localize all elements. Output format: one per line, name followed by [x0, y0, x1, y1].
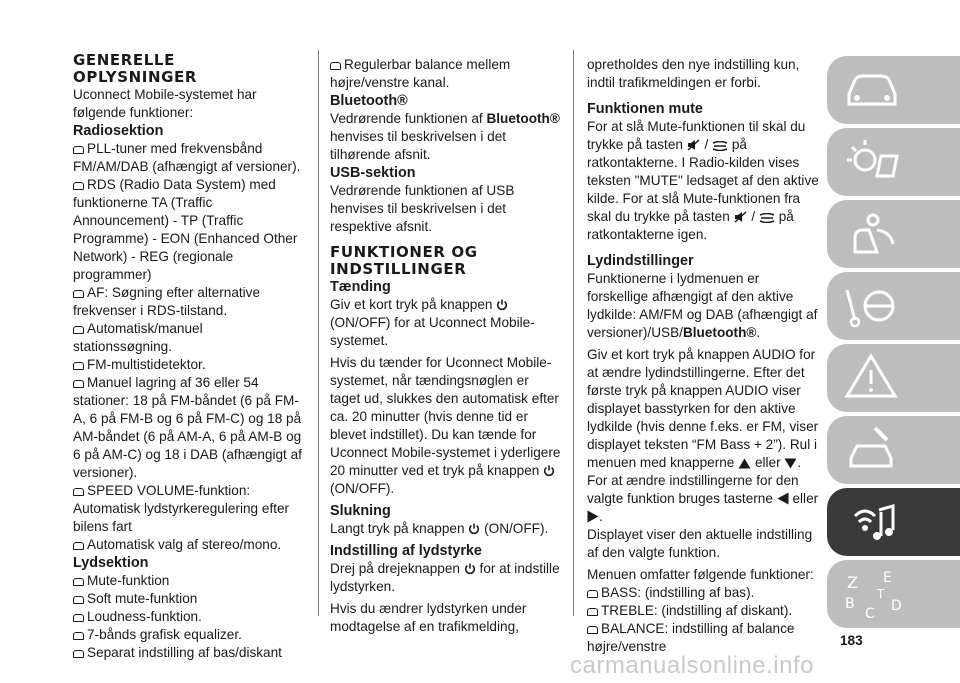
svg-text:Z: Z — [847, 573, 858, 592]
section-heading-line1: GENERELLE — [73, 51, 175, 69]
list-item: FM-multistidetektor. — [73, 356, 305, 374]
car-bullet-icon — [73, 181, 84, 190]
radio-section-title: Radiosektion — [73, 123, 164, 139]
list-item: SPEED VOLUME-funktion: Automatisk lydstyrkeregulering efter bilens fart — [73, 483, 290, 534]
tab-steering-key[interactable] — [827, 272, 960, 340]
list-item: Loudness-funktion. — [73, 608, 305, 626]
car-bullet-icon — [73, 577, 84, 586]
column-2 — [330, 56, 562, 636]
mute-text: For at slå Mute-funktionen til skal du trykke på tasten / på ratkontakterne. I Radio-kilden vises teksten "MUTE" ledsaget af den aktive kilde. For at slå Mute-funktionen fra skal du trykke på tasten / på ratkontakterne igen. — [587, 119, 819, 242]
intro-text: Uconnect Mobile-systemet har følgende funktioner: — [73, 87, 257, 120]
power-icon — [464, 563, 476, 575]
tab-multimedia[interactable] — [827, 488, 960, 556]
list-item: BASS: (indstilling af bas). — [587, 584, 819, 602]
sound-settings-text-2: Giv et kort tryk på knappen AUDIO for at ændre lydindstillingerne. Efter det første tryk på knappen AUDIO viser displayet basstyrken for den aktive lydkilde (hvis denne f.eks. er FM, viser displayet teksten “FM Bass + 2”). Rul i menuen med knapperne eller . For at ændre indstillingerne for den valgte funktion bruges tasterne eller . — [587, 347, 819, 524]
svg-text:D: D — [891, 598, 902, 614]
car-bullet-icon — [73, 361, 84, 370]
radio-list — [73, 140, 305, 554]
car-bullet-icon — [73, 649, 84, 658]
ignition-text-2: Hvis du tænder for Uconnect Mobile-systemet, når tændingsnøglen er taget ud, slukkes den automatisk efter ca. 20 minutter (hvis denne tid er blevet indstillet). Du kan tænde for Uconnect Mobile-systemet i yderligere 20 minutter ved et tryk på knappen (ON/OFF). — [330, 355, 561, 496]
svg-text:B: B — [845, 596, 855, 612]
usb-title: USB-sektion — [330, 165, 416, 181]
car-bullet-icon — [73, 325, 84, 334]
sound-list — [73, 572, 305, 662]
steering-button-icon — [759, 213, 775, 223]
list-item: Separat indstilling af bas/diskant — [73, 644, 305, 662]
car-bullet-icon — [73, 145, 84, 154]
warning-lights-icon — [841, 136, 901, 186]
sound-section-title: Lydsektion — [73, 555, 149, 571]
car-bullet-icon — [587, 589, 598, 598]
power-icon — [543, 465, 555, 477]
page-number: 183 — [840, 633, 863, 648]
usb-text: Vedrørende funktionen af USB henvises til beskrivelsen i det respektive afsnit. — [330, 183, 515, 234]
power-icon — [468, 523, 480, 535]
list-item: BALANCE: indstilling af balance højre/venstre — [587, 621, 795, 654]
sound-settings-title: Lydindstillinger — [587, 253, 694, 269]
bluetooth-text: Vedrørende funktionen af Bluetooth® henvises til beskrivelsen i det tilhørende afsnit. — [330, 111, 560, 162]
sound-settings-text: Funktionerne i lydmenuen er forskellige afhængigt af den aktive lydkilde: AM/FM og DAB (afhængigt af versioner)/USB/Bluetooth®. — [587, 271, 818, 340]
off-title: Slukning — [330, 503, 391, 519]
car-bullet-icon — [73, 541, 84, 550]
tab-car-dashboard[interactable] — [827, 56, 960, 124]
tab-seat-safety[interactable] — [827, 200, 960, 268]
list-item: RDS (Radio Data System) med funktionerne TA (Traffic Announcement) - TP (Traffic Programme) - EON (Enhanced Other Network) - REG (regionale programmer) — [73, 177, 298, 282]
car-bullet-icon — [587, 607, 598, 616]
mute-title: Funktionen mute — [587, 101, 703, 117]
car-bullet-icon — [330, 61, 341, 70]
svg-text:E: E — [883, 570, 892, 586]
volume-text: Drej på drejeknappen for at indstille lydstyrken. — [330, 561, 560, 594]
list-item: TREBLE: (indstilling af diskant). — [587, 602, 819, 620]
column-divider — [573, 50, 574, 616]
off-text: Langt tryk på knappen (ON/OFF). — [330, 521, 549, 536]
triangle-right-icon — [587, 510, 599, 523]
column-3 — [587, 56, 819, 656]
list-item: Mute-funktion — [73, 572, 305, 590]
sound-settings-text-3: Displayet viser den aktuelle indstilling af den valgte funktion. — [587, 527, 813, 560]
road-warning-icon — [841, 352, 901, 402]
volume-text-2: Hvis du ændrer lydstyrken under modtagelse af en trafikmelding, — [330, 601, 527, 634]
list-item: Regulerbar balance mellem højre/venstre kanal. — [330, 57, 511, 90]
car-bullet-icon — [587, 625, 598, 634]
power-icon — [496, 299, 508, 311]
seat-safety-icon — [841, 208, 901, 258]
list-item: Soft mute-funktion — [73, 590, 305, 608]
list-item: 7-bånds grafisk equalizer. — [73, 626, 305, 644]
list-item: PLL-tuner med frekvensbånd FM/AM/DAB (afhængigt af versioner). — [73, 141, 301, 174]
index-letters-icon — [841, 568, 911, 622]
column-1 — [73, 52, 305, 662]
section-heading-2-line1: FUNKTIONER OG — [330, 243, 478, 261]
column-divider — [318, 50, 319, 616]
watermark: carmanualsonline.info — [570, 652, 814, 679]
car-dashboard-icon — [841, 64, 901, 114]
chapter-tabs — [827, 56, 960, 632]
mute-icon — [734, 211, 748, 223]
list-item: Manuel lagring af 36 eller 54 stationer: 18 på FM-båndet (6 på FM-A, 6 på FM-B og 6 på FM-C) og 18 på AM-båndet (6 på AM-A, 6 på AM-B og 6 på AM-C) og 18 i DAB (afhængigt af versioner). — [73, 375, 302, 480]
ignition-title: Tænding — [330, 279, 391, 295]
tab-wrench-car[interactable] — [827, 416, 960, 484]
tab-warning-lights[interactable] — [827, 128, 960, 196]
svg-text:C: C — [865, 606, 875, 622]
steering-button-icon — [712, 141, 728, 151]
car-bullet-icon — [73, 289, 84, 298]
svg-text:T: T — [877, 587, 885, 601]
car-bullet-icon — [73, 595, 84, 604]
triangle-left-icon — [777, 492, 789, 505]
triangle-down-icon — [784, 458, 797, 469]
car-bullet-icon — [73, 487, 84, 496]
mute-icon — [687, 139, 701, 151]
car-bullet-icon — [73, 379, 84, 388]
wrench-car-icon — [841, 424, 901, 474]
car-bullet-icon — [73, 613, 84, 622]
list-item: Automatisk valg af stereo/mono. — [73, 536, 305, 554]
volume-title: Indstilling af lydstyrke — [330, 543, 482, 559]
tab-index[interactable] — [827, 560, 960, 628]
tab-road-warning[interactable] — [827, 344, 960, 412]
list-item: Automatisk/manuel stationssøgning. — [73, 321, 203, 354]
steering-key-icon — [841, 280, 901, 330]
continued-text: opretholdes den nye indstilling kun, indtil trafikmeldingen er forbi. — [587, 57, 800, 90]
section-heading-2-line2: INDSTILLINGER — [330, 260, 467, 278]
car-bullet-icon — [73, 631, 84, 640]
ignition-text: Giv et kort tryk på knappen (ON/OFF) for at Uconnect Mobile-systemet. — [330, 297, 535, 348]
bluetooth-title: Bluetooth® — [330, 93, 408, 109]
multimedia-icon — [841, 496, 901, 548]
list-item: AF: Søgning efter alternative frekvenser i RDS-tilstand. — [73, 285, 261, 318]
section-heading-line2: OPLYSNINGER — [73, 68, 198, 86]
sound-settings-text-4: Menuen omfatter følgende funktioner: — [587, 567, 814, 582]
triangle-up-icon — [738, 458, 751, 469]
